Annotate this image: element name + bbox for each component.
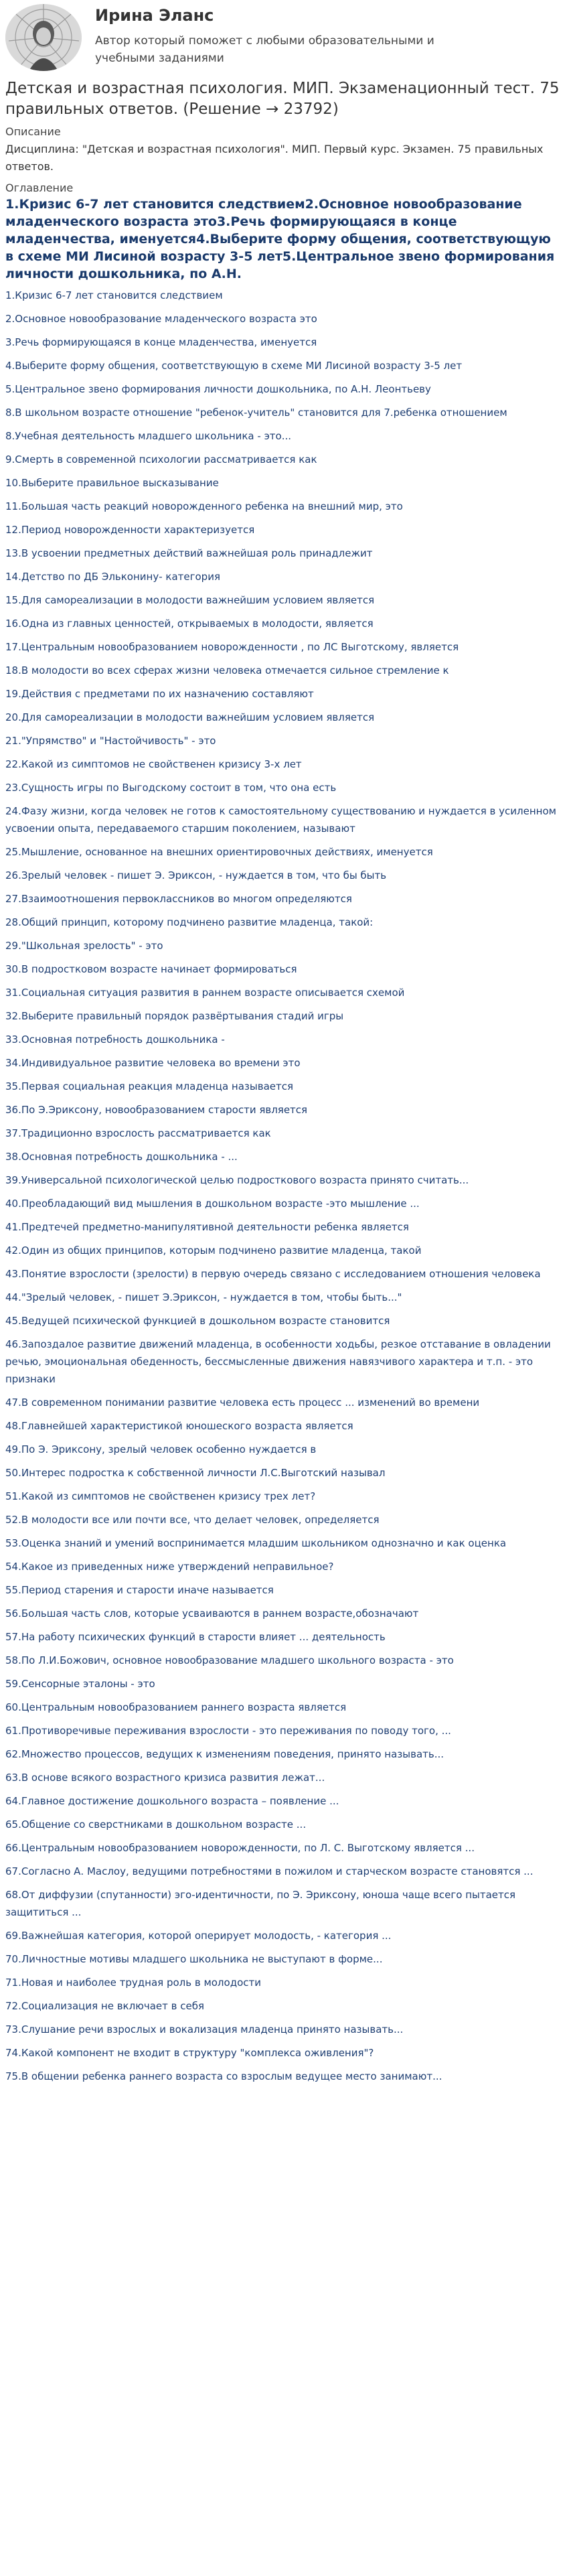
author-info bbox=[95, 4, 497, 67]
question-link[interactable]: 37.Традиционно взрослость рассматривается как bbox=[5, 1127, 271, 1139]
question-link[interactable]: 12.Период новорожденности характеризуется bbox=[5, 524, 255, 536]
question-link[interactable]: 18.В молодости во всех сферах жизни человека отмечается сильное стремление к bbox=[5, 664, 449, 676]
question-link[interactable]: 62.Множество процессов, ведущих к изменениям поведения, принято называть... bbox=[5, 1748, 444, 1760]
question-link[interactable]: 57.На работу психических функций в старости влияет ... деятельность bbox=[5, 1631, 386, 1643]
question-link[interactable]: 33.Основная потребность дошкольника - bbox=[5, 1033, 225, 1046]
question-link[interactable]: 28.Общий принцип, которому подчинено развитие младенца, такой: bbox=[5, 916, 374, 928]
question-link[interactable]: 8.В школьном возрасте отношение "ребенок-учитель" становится для 7.ребенка отношением bbox=[5, 407, 507, 419]
question-link[interactable]: 59.Сенсорные эталоны - это bbox=[5, 1678, 155, 1690]
question-link[interactable]: 41.Предтечей предметно-манипулятивной деятельности ребенка является bbox=[5, 1221, 409, 1233]
description-label: Описание bbox=[5, 125, 61, 138]
question-link[interactable]: 74.Какой компонент не входит в структуру "комплекса оживления"? bbox=[5, 2047, 374, 2059]
question-link[interactable]: 24.Фазу жизни, когда человек не готов к самостоятельному существованию и нуждается в усиленном усвоении опыта, передаваемого старшим поколением, называют bbox=[5, 805, 556, 835]
question-link[interactable]: 36.По Э.Эриксону, новообразованием старости является bbox=[5, 1104, 308, 1116]
question-link[interactable]: 35.Первая социальная реакция младенца называется bbox=[5, 1080, 294, 1092]
question-link[interactable]: 21."Упрямство" и "Настойчивость" - это bbox=[5, 735, 216, 747]
question-link[interactable]: 49.По Э. Эриксону, зрелый человек особенно нуждается в bbox=[5, 1443, 317, 1455]
question-link[interactable]: 9.Смерть в современной психологии рассматривается как bbox=[5, 453, 317, 466]
question-link[interactable]: 43.Понятие взрослости (зрелости) в первую очередь связано с исследованием отношения человека bbox=[5, 1268, 541, 1280]
question-list bbox=[5, 287, 562, 2085]
avatar-image bbox=[5, 4, 82, 71]
question-link[interactable]: 50.Интерес подростка к собственной личности Л.С.Выготский называл bbox=[5, 1467, 386, 1479]
page-title: Детская и возрастная психология. МИП. Экзаменационный тест. 75 правильных ответов. (Решение → 23792) bbox=[5, 80, 560, 118]
question-link[interactable]: 13.В усвоении предметных действий важнейшая роль принадлежит bbox=[5, 547, 373, 559]
question-link[interactable]: 56.Большая часть слов, которые усваиваются в раннем возрасте,обозначают bbox=[5, 1607, 419, 1620]
question-link[interactable]: 17.Центральным новообразованием новорожденности , по ЛС Выготскому, является bbox=[5, 641, 459, 653]
question-link[interactable]: 55.Период старения и старости иначе называется bbox=[5, 1584, 274, 1596]
question-link[interactable]: 4.Выберите форму общения, соответствующую в схеме МИ Лисиной возрасту 3-5 лет bbox=[5, 360, 463, 372]
question-link[interactable]: 1.Кризис 6-7 лет становится следствием bbox=[5, 289, 223, 301]
question-link[interactable]: 73.Слушание речи взрослых и вокализация младенца принято называть... bbox=[5, 2023, 404, 2035]
question-link[interactable]: 64.Главное достижение дошкольного возраста – появление ... bbox=[5, 1795, 339, 1807]
question-link[interactable]: 3.Речь формирующаяся в конце младенчества, именуется bbox=[5, 336, 317, 348]
author-description: Автор который поможет с любыми образовательными и учебными заданиями bbox=[95, 34, 434, 65]
question-link[interactable]: 75.В общении ребенка раннего возраста со взрослым ведущее место занимают... bbox=[5, 2070, 442, 2082]
question-link[interactable]: 40.Преобладающий вид мышления в дошкольном возрасте -это мышление ... bbox=[5, 1198, 420, 1210]
question-link[interactable]: 31.Социальная ситуация развития в раннем возрасте описывается схемой bbox=[5, 987, 405, 999]
discipline-text: Дисциплина: "Детская и возрастная психология". МИП. Первый курс. Экзамен. 75 правильных ответов. bbox=[5, 143, 544, 173]
question-link[interactable]: 2.Основное новообразование младенческого возраста это bbox=[5, 313, 317, 325]
question-link[interactable]: 16.Одна из главных ценностей, открываемых в молодости, является bbox=[5, 618, 374, 630]
question-link[interactable]: 42.Один из общих принципов, которым подчинено развитие младенца, такой bbox=[5, 1244, 422, 1257]
question-link[interactable]: 11.Большая часть реакций новорожденного ребенка на внешний мир, это bbox=[5, 500, 403, 512]
toc-label: Оглавление bbox=[5, 182, 74, 194]
question-link[interactable]: 22.Какой из симптомов не свойственен кризису 3-х лет bbox=[5, 758, 302, 770]
question-link[interactable]: 46.Запоздалое развитие движений младенца, в особенности ходьбы, резкое отставание в овладении речью, эмоциональная обеденность, бессмысленные движения навязчивого характера и т.п. - это признаки bbox=[5, 1338, 551, 1385]
question-link[interactable]: 26.Зрелый человек - пишет Э. Эриксон, - нуждается в том, что бы быть bbox=[5, 869, 387, 881]
question-link[interactable]: 48.Главнейшей характеристикой юношеского возраста является bbox=[5, 1420, 353, 1432]
author-avatar[interactable] bbox=[5, 4, 82, 71]
question-link[interactable]: 15.Для самореализации в молодости важнейшим условием является bbox=[5, 594, 375, 606]
question-link[interactable]: 38.Основная потребность дошкольника - ... bbox=[5, 1151, 238, 1163]
question-link[interactable]: 23.Сущность игры по Выгодскому состоит в том, что она есть bbox=[5, 782, 337, 794]
question-link[interactable]: 51.Какой из симптомов не свойственен кризису трех лет? bbox=[5, 1490, 316, 1502]
question-link[interactable]: 70.Личностные мотивы младшего школьника не выступают в форме... bbox=[5, 1953, 383, 1965]
question-link[interactable]: 47.В современном понимании развитие человека есть процесс ... изменений во времени bbox=[5, 1397, 480, 1409]
question-link[interactable]: 39.Универсальной психологической целью подросткового возраста принято считать... bbox=[5, 1174, 469, 1186]
question-link[interactable]: 60.Центральным новообразованием раннего возраста является bbox=[5, 1701, 347, 1713]
question-link[interactable]: 67.Согласно А. Маслоу, ведущими потребностями в пожилом и старческом возрасте становятся ... bbox=[5, 1865, 534, 1877]
question-link[interactable]: 20.Для самореализации в молодости важнейшим условием является bbox=[5, 711, 375, 723]
question-link[interactable]: 44."Зрелый человек, - пишет Э.Эриксон, - нуждается в том, чтобы быть..." bbox=[5, 1291, 402, 1303]
toc-heading-link[interactable]: 1.Кризис 6-7 лет становится следствием2.Основное новообразование младенческого возраста это3.Речь формирующаяся в конце младенчества, именуется4.Выберите форму общения, соответствующую в схеме МИ Лисиной возрасту 3-5 лет5.Центральное звено формирования личности дошкольника, по А.Н. bbox=[5, 197, 555, 281]
question-link[interactable]: 30.В подростковом возрасте начинает формироваться bbox=[5, 963, 297, 975]
question-link[interactable]: 45.Ведущей психической функцией в дошкольном возрасте становится bbox=[5, 1315, 390, 1327]
question-link[interactable]: 25.Мышление, основанное на внешних ориентировочных действиях, именуется bbox=[5, 846, 433, 858]
question-link[interactable]: 14.Детство по ДБ Эльконину- категория bbox=[5, 571, 220, 583]
question-link[interactable]: 58.По Л.И.Божович, основное новообразование младшего школьного возраста - это bbox=[5, 1654, 454, 1666]
question-link[interactable]: 54.Какое из приведенных ниже утверждений неправильное? bbox=[5, 1561, 334, 1573]
question-link[interactable]: 65.Общение со сверстниками в дошкольном возрасте ... bbox=[5, 1818, 307, 1831]
question-link[interactable]: 53.Оценка знаний и умений воспринимается младшим школьником однозначно и как оценка bbox=[5, 1537, 507, 1549]
question-link[interactable]: 66.Центральным новообразованием новорожденности, по Л. С. Выготскому является ... bbox=[5, 1842, 475, 1854]
question-link[interactable]: 69.Важнейшая категория, которой оперирует молодость, - категория ... bbox=[5, 1930, 392, 1942]
question-link[interactable]: 61.Противоречивые переживания взрослости - это переживания по поводу того, ... bbox=[5, 1725, 451, 1737]
question-link[interactable]: 71.Новая и наиболее трудная роль в молодости bbox=[5, 1977, 261, 1989]
author-name[interactable]: Ирина Эланс bbox=[95, 6, 214, 25]
question-link[interactable]: 8.Учебная деятельность младшего школьника - это... bbox=[5, 430, 292, 442]
question-link[interactable]: 19.Действия с предметами по их назначению составляют bbox=[5, 688, 314, 700]
question-link[interactable]: 27.Взаимоотношения первоклассников во многом определяются bbox=[5, 893, 352, 905]
question-link[interactable]: 52.В молодости все или почти все, что делает человек, определяется bbox=[5, 1514, 380, 1526]
question-link[interactable]: 10.Выберите правильное высказывание bbox=[5, 477, 219, 489]
question-link[interactable]: 29."Школьная зрелость" - это bbox=[5, 940, 163, 952]
question-link[interactable]: 5.Центральное звено формирования личности дошкольника, по А.Н. Леонтьеву bbox=[5, 383, 431, 395]
author-card bbox=[5, 4, 562, 75]
question-link[interactable]: 68.От диффузии (спутанности) эго-идентичности, по Э. Эриксону, юноша чаще всего пытается защититься ... bbox=[5, 1889, 516, 1918]
question-link[interactable]: 34.Индивидуальное развитие человека во времени это bbox=[5, 1057, 301, 1069]
question-link[interactable]: 63.В основе всякого возрастного кризиса развития лежат... bbox=[5, 1772, 325, 1784]
question-link[interactable]: 32.Выберите правильный порядок развёртывания стадий игры bbox=[5, 1010, 344, 1022]
question-link[interactable]: 72.Социализация не включает в себя bbox=[5, 2000, 204, 2012]
